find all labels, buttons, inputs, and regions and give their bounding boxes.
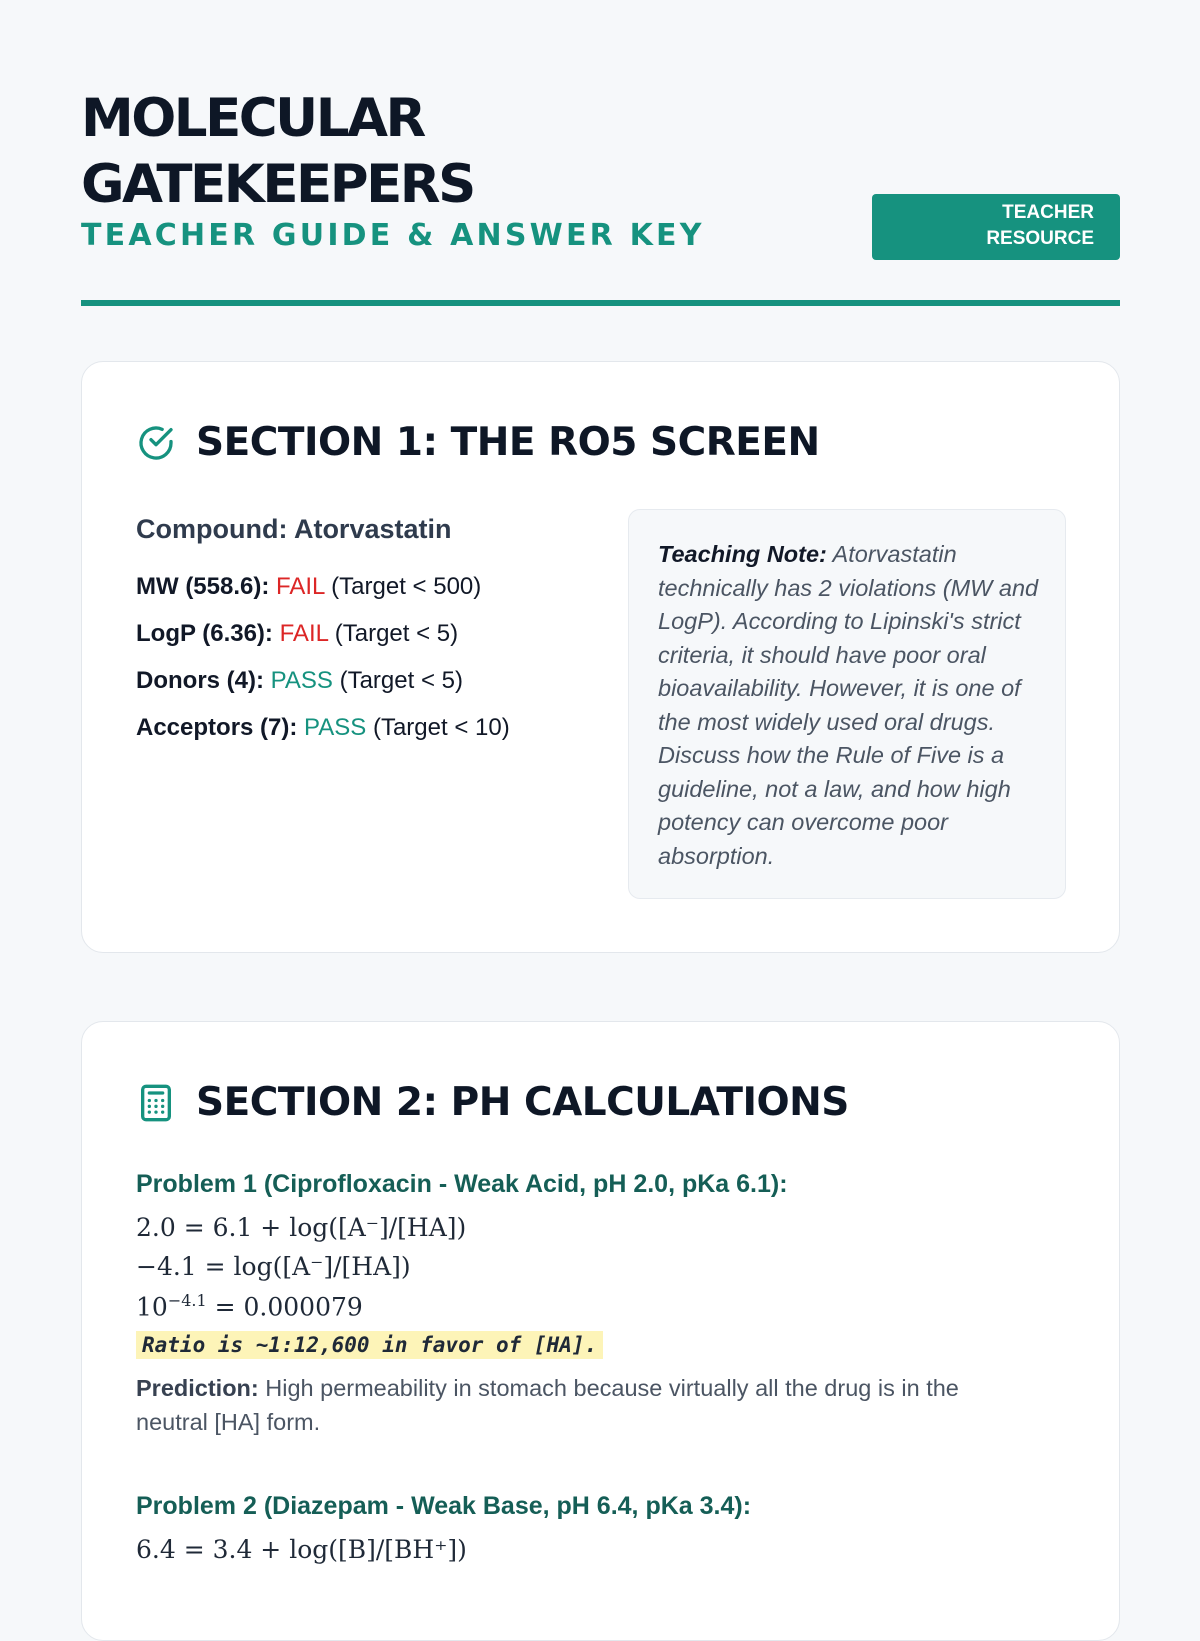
- ratio-highlight: Ratio is ~1:12,600 in favor of [HA].: [136, 1331, 603, 1359]
- equation-rest: = 0.000079: [206, 1292, 363, 1322]
- teaching-note-text: Atorvastatin technically has 2 violations (MW and LogP). According to Lipinski's strict criteria, it should have poor oral bioavailability. However, it is one of the most widely used oral drugs. Discuss how the Rule of Five is a guideline, not a law, and how high potency can overcome poor absorption.: [658, 541, 1039, 869]
- equation-base: 10: [136, 1292, 168, 1322]
- problem-1-title: Problem 1 (Ciprofloxacin - Weak Acid, pH 2.0, pKa 6.1):: [136, 1170, 788, 1198]
- section-2-header: [136, 1080, 849, 1125]
- metric-target: (Target < 10): [372, 714, 510, 741]
- metric-donors: [136, 657, 510, 704]
- metric-target: (Target < 5): [334, 620, 459, 647]
- header: [81, 0, 1120, 306]
- section-1-header: [136, 420, 820, 465]
- prediction: [136, 1371, 1026, 1439]
- metric-result: PASS: [304, 714, 367, 741]
- ratio-highlight-row: [136, 1331, 1026, 1359]
- teacher-resource-badge: [872, 194, 1120, 260]
- section-2-card: [81, 1021, 1120, 1641]
- metric-target: (Target < 500): [331, 573, 482, 600]
- metric-result: PASS: [270, 667, 333, 694]
- metric-label: Acceptors (7):: [136, 714, 298, 741]
- equation-line: [136, 1291, 1026, 1321]
- calculator-icon: [136, 1083, 176, 1123]
- equation-line: 6.4 = 3.4 + log([B]/[BH⁺]): [136, 1535, 467, 1564]
- equation-exponent: −4.1: [167, 1291, 207, 1310]
- check-circle-icon: [136, 423, 176, 463]
- metric-mw: [136, 563, 510, 610]
- equation-line: 2.0 = 6.1 + log([A⁻]/[HA]): [136, 1213, 467, 1242]
- page-title: [81, 86, 681, 218]
- badge-line-2: RESOURCE: [986, 228, 1094, 249]
- teaching-note: [628, 509, 1066, 899]
- teaching-note-label: Teaching Note:: [658, 541, 827, 567]
- equation-line: −4.1 = log([A⁻]/[HA]): [136, 1252, 411, 1281]
- header-divider: [81, 300, 1120, 306]
- prediction-label: Prediction:: [136, 1375, 259, 1402]
- section-2-title: SECTION 2: PH CALCULATIONS: [196, 1080, 849, 1125]
- section-1-card: [81, 361, 1120, 953]
- metric-result: FAIL: [279, 620, 329, 647]
- metric-target: (Target < 5): [339, 667, 463, 694]
- prediction-text: High permeability in stomach because virtually all the drug is in the neutral [HA] form.: [136, 1375, 959, 1436]
- metric-label: Donors (4):: [136, 667, 264, 694]
- problem-1: [136, 1170, 1026, 1439]
- ro5-metrics: [136, 563, 510, 751]
- metric-logp: [136, 610, 510, 657]
- metric-label: MW (558.6):: [136, 573, 270, 600]
- page-subtitle: TEACHER GUIDE & ANSWER KEY: [81, 218, 705, 253]
- metric-result: FAIL: [276, 573, 325, 600]
- compound-name: Compound: Atorvastatin: [136, 514, 452, 544]
- metric-label: LogP (6.36):: [136, 620, 273, 647]
- problem-2: [136, 1492, 751, 1564]
- metric-acceptors: [136, 704, 510, 751]
- page: [81, 0, 1120, 1564]
- section-1-title: SECTION 1: THE RO5 SCREEN: [196, 420, 820, 465]
- title-line-2: GATEKEEPERS: [81, 154, 474, 215]
- badge-line-1: TEACHER: [1002, 202, 1094, 223]
- title-line-1: MOLECULAR: [81, 88, 424, 149]
- problem-2-title: Problem 2 (Diazepam - Weak Base, pH 6.4, pKa 3.4):: [136, 1492, 752, 1520]
